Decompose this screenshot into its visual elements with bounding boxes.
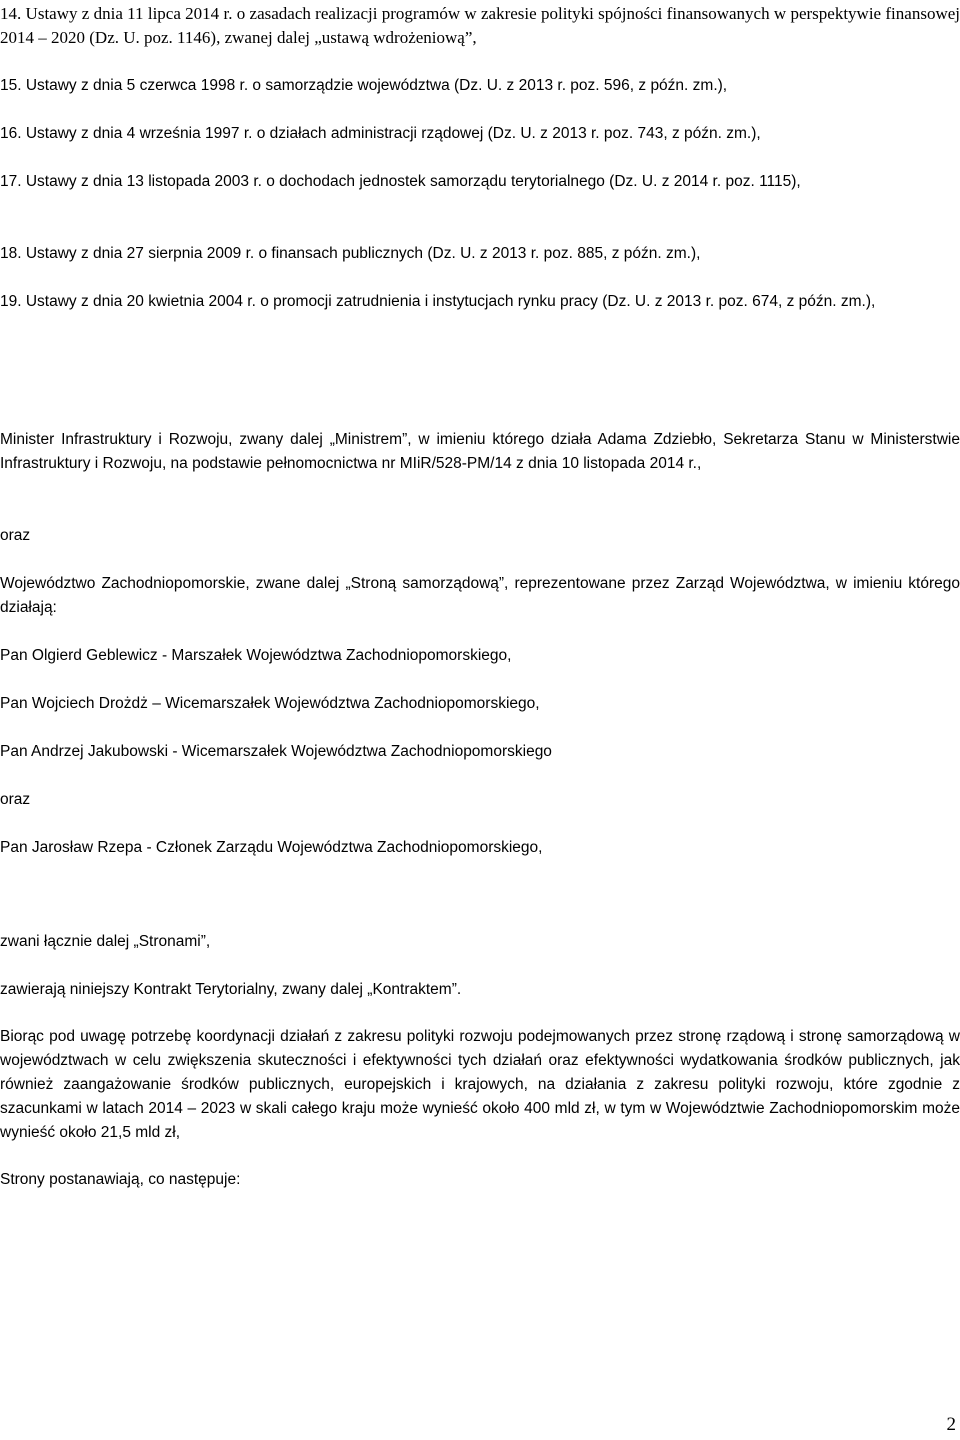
representative-vice-marshal-2: Pan Andrzej Jakubowski - Wicemarszałek Województwa Zachodniopomorskiego	[0, 743, 552, 760]
preamble-paragraph: Biorąc pod uwagę potrzebę koordynacji działań z zakresu polityki rozwoju podejmowanych przez stronę rządową i stronę samorządową w województwach w celu zwiększenia skuteczności i efektywności tych działań oraz efektywności wydatkowania środków publicznych, jak również zaangażowanie środków publicznych, europejskich i krajowych, na działania z zakresu polityki rozwoju, które zgodnie z szacunkami w latach 2014 – 2023 w skali całego kraju może wynieść około 400 mld zł, w tym w Województwie Zachodniopomorskim może wynieść około 21,5 mld zł,	[0, 1028, 960, 1141]
representative-board-member: Pan Jarosław Rzepa - Członek Zarządu Województwa Zachodniopomorskiego,	[0, 839, 543, 856]
legal-basis-15: 15. Ustawy z dnia 5 czerwca 1998 r. o samorządzie województwa (Dz. U. z 2013 r. poz. 596, z późn. zm.),	[0, 77, 728, 94]
legal-basis-14: 14. Ustawy z dnia 11 lipca 2014 r. o zasadach realizacji programów w zakresie polityki spójności finansowanych w perspektywie finansowej 2014 – 2020 (Dz. U. poz. 1146), zwanej dalej „ustawą wdrożeniową”,	[0, 4, 960, 47]
conjunction-oraz: oraz	[0, 791, 31, 808]
legal-basis-18: 18. Ustawy z dnia 27 sierpnia 2009 r. o finansach publicznych (Dz. U. z 2013 r. poz. 885, z późn. zm.),	[0, 245, 701, 262]
representative-vice-marshal-1: Pan Wojciech Drożdż – Wicemarszałek Województwa Zachodniopomorskiego,	[0, 695, 540, 712]
legal-basis-19: 19. Ustawy z dnia 20 kwietnia 2004 r. o promocji zatrudnienia i instytucjach rynku pracy (Dz. U. z 2013 r. poz. 674, z późn. zm.),	[0, 293, 876, 310]
parties-jointly: zwani łącznie dalej „Stronami”,	[0, 933, 211, 950]
agreement-statement: Strony postanawiają, co następuje:	[0, 1171, 241, 1188]
representative-marshal: Pan Olgierd Geblewicz - Marszałek Województwa Zachodniopomorskiego,	[0, 647, 512, 664]
page-number: 2	[946, 1414, 956, 1435]
legal-basis-16: 16. Ustawy z dnia 4 września 1997 r. o działach administracji rządowej (Dz. U. z 2013 r. poz. 743, z późn. zm.),	[0, 125, 761, 142]
conjunction-oraz: oraz	[0, 527, 31, 544]
party-minister: Minister Infrastruktury i Rozwoju, zwany dalej „Ministrem”, w imieniu którego działa Adama Zdziebło, Sekretarza Stanu w Ministerstwie Infrastruktury i Rozwoju, na podstawie pełnomocnictwa nr MIiR/528-PM/14 z dnia 10 listopada 2014 r.,	[0, 431, 960, 472]
legal-basis-17: 17. Ustawy z dnia 13 listopada 2003 r. o dochodach jednostek samorządu terytorialnego (Dz. U. z 2014 r. poz. 1115),	[0, 173, 801, 190]
contract-statement: zawierają niniejszy Kontrakt Terytorialny, zwany dalej „Kontraktem”.	[0, 981, 462, 998]
party-voivodeship: Województwo Zachodniopomorskie, zwane dalej „Stroną samorządową”, reprezentowane przez Zarząd Województwa, w imieniu którego działają:	[0, 575, 960, 616]
